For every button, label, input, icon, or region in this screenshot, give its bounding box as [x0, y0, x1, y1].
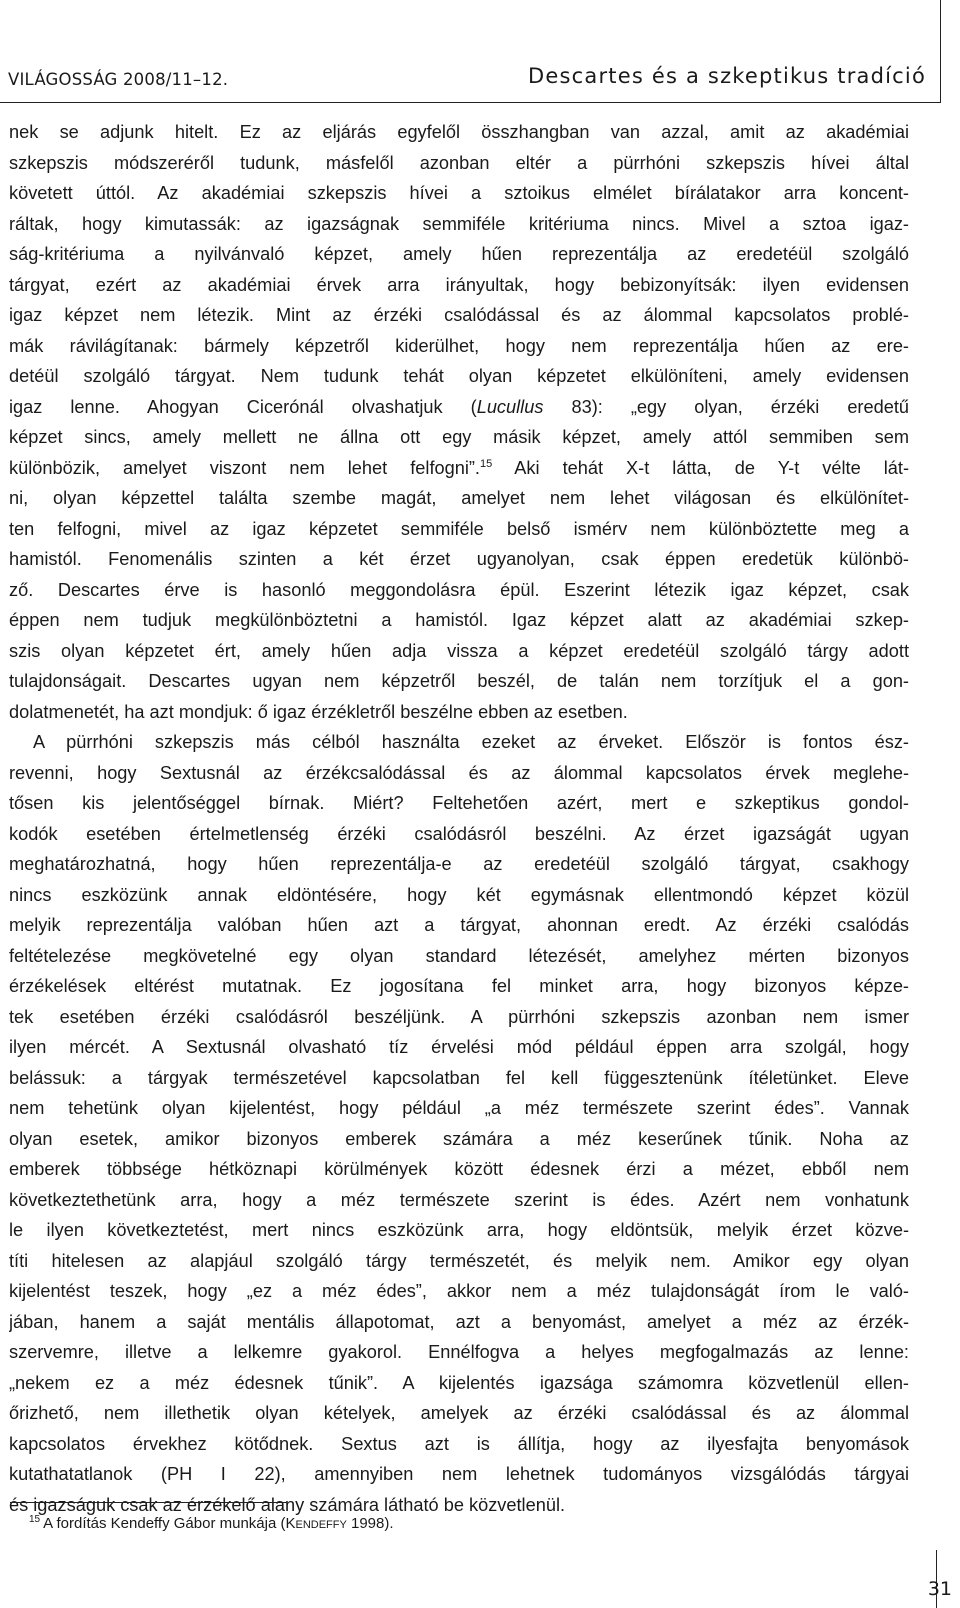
footnote-rule: [10, 1502, 287, 1503]
text-line: tek esetében érzéki csalódásról beszéljünk. A pürrhóni szkepszis azonban nem ismer: [9, 1006, 909, 1027]
text-line: szis olyan képzetet ért, amely hűen adja vissza a képzet eredetéül szolgáló tárgy adott: [9, 640, 909, 661]
text-line: következtethetünk arra, hogy a méz természete szerint is édes. Azért nem vonhatunk: [9, 1189, 909, 1210]
text-line: mák rávilágítanak: bármely képzetről kiderülhet, hogy nem reprezentálja hűen az ere-: [9, 335, 909, 356]
text-line: tárgyat, ezért az akadémiai érvek arra irányultak, hogy bebizonyítsák: ilyen evidensen: [9, 274, 909, 295]
text-line: érzékelések eltérést mutatnak. Ez jogosítana fel minket arra, hogy bizonyos képze-: [9, 976, 909, 996]
text-line: tulajdonságait. Descartes ugyan nem képzetről beszél, de talán nem torzítjuk el a gon-: [9, 671, 909, 691]
text-line: kapcsolatos érvekhez kötődnek. Sextus azt is állítja, hogy az ilyesfajta benyomások: [9, 1433, 909, 1454]
footnote-reference[interactable]: 15: [480, 457, 493, 470]
text-line: meghatározhatná, hogy hűen reprezentálja-e az eredetéül szolgáló tárgyat, csakhogy: [9, 854, 909, 874]
text-line: ráltak, hogy kimutassák: az igazságnak semmiféle kritériuma nincs. Mivel a sztoa igaz-: [9, 213, 909, 234]
footnote-author: Kendeffy: [285, 1515, 347, 1532]
page-number: 31: [927, 1578, 952, 1600]
text-line: kijelentést teszek, hogy „ez a méz édes”, akkor nem a méz tulajdonságát írom le való-: [9, 1281, 909, 1301]
text-line: ság-kritériuma a nyilvánvaló képzet, amely hűen reprezentálja az eredetéül szolgáló: [9, 244, 909, 264]
text-segment: Aki tehát X-t látta, de Y-t vélte lát-: [492, 457, 909, 478]
text-line: jában, hanem a saját mentális állapotomat, azt a benyomást, amelyet a méz az érzék-: [9, 1311, 909, 1332]
body-text: [9, 117, 909, 1520]
footnote-text-after: 1998).: [346, 1515, 394, 1532]
text-segment: 83): „egy olyan, érzéki eredetű: [543, 396, 909, 417]
text-line: kutathatatlanok (PH I 22), amennyiben nem lehetnek tudományos vizsgálódás tárgyai: [9, 1464, 909, 1484]
text-line: [9, 392, 909, 423]
text-line: kodók esetében értelmetlenség érzéki csalódásról beszélni. Az érzet igazságát ugyan: [9, 823, 909, 844]
work-title: Lucullus: [476, 396, 544, 417]
text-line: nem tehetünk olyan kijelentést, hogy például „a méz természete szerint édes”. Vannak: [9, 1098, 909, 1118]
text-line: emberek többsége hétköznapi körülmények között édesnek érzi a mézet, ebből nem: [9, 1159, 909, 1179]
text-line: A pürrhóni szkepszis más célból használta ezeket az érveket. Először is fontos ész-: [33, 732, 909, 752]
text-line: hamistól. Fenomenális szinten a két érzet ugyanolyan, csak éppen eredetük különbö-: [9, 549, 909, 569]
text-segment: különbözik, amelyet viszont nem lehet felfogni”.: [9, 457, 480, 478]
text-line: és igazságuk csak az érzékelő alany számára látható be közvetlenül.: [9, 1494, 566, 1515]
article-title: Descartes és a szkeptikus tradíció: [528, 64, 926, 88]
text-line: szervemre, illetve a lelkemre gyakorol. Ennélfogva a helyes megfogalmazás az lenne:: [9, 1342, 909, 1362]
text-line: éppen nem tudjuk megkülönböztetni a hamistól. Igaz képzet alatt az akadémiai szkep-: [9, 610, 909, 630]
text-line: tősen kis jelentőséggel bírnak. Miért? Feltehetően azért, mert e szkeptikus gondol-: [9, 793, 909, 813]
text-line: nincs eszközünk annak eldöntésére, hogy két egymásnak ellentmondó képzet közül: [9, 884, 909, 905]
text-line: le ilyen következtetést, mert nincs eszközünk arra, hogy eldöntsük, melyik érzet közve-: [9, 1220, 909, 1240]
text-line: [9, 453, 909, 484]
footnote-text-before: A fordítás Kendeffy Gábor munkája (: [43, 1515, 286, 1532]
text-line: ző. Descartes érve is hasonló meggondolásra épül. Eszerint létezik igaz képzet, csak: [9, 579, 909, 600]
text-line: igaz képzet nem létezik. Mint az érzéki csalódással és az álommal kapcsolatos problé-: [9, 305, 909, 325]
text-line: títi hitelesen az alapjául szolgáló tárgy természetét, és melyik nem. Amikor egy olyan: [9, 1250, 909, 1271]
text-line: olyan esetek, amikor bizonyos emberek számára a méz keserűnek tűnik. Noha az: [9, 1128, 909, 1149]
text-line: nek se adjunk hitelt. Ez az eljárás egyfelől összhangban van azzal, amit az akadémiai: [9, 122, 909, 142]
header-rule: [0, 102, 941, 103]
text-line: revenni, hogy Sextusnál az érzékcsalódással és az álommal kapcsolatos érvek meglehe-: [9, 762, 909, 783]
header-corner-rule: [940, 0, 941, 103]
text-line: belássuk: a tárgyak természetével kapcsolatban fel kell függesztenünk ítéletünket. Eleve: [9, 1067, 909, 1088]
text-line: követett úttól. Az akadémiai szkepszis hívei a sztoikus elmélet bírálatakor arra koncent-: [9, 183, 909, 203]
text-line: őrizhető, nem illethetik olyan kételyek, amelyek az érzéki csalódással és az álommal: [9, 1403, 909, 1423]
text-line: „nekem ez a méz édesnek tűnik”. A kijelentés igazsága számomra közvetlenül ellen-: [9, 1372, 909, 1393]
text-line: ilyen mércét. A Sextusnál olvasható tíz érvelési mód például éppen arra szolgál, hogy: [9, 1037, 909, 1057]
text-line: dolatmenetét, ha azt mondjuk: ő igaz érzékletről beszélne ebben az esetben.: [9, 701, 628, 722]
footnote: [29, 1514, 394, 1534]
text-line: szkepszis módszeréről tudunk, másfelől azonban eltér a pürrhóni szkepszis hívei által: [9, 152, 909, 173]
text-line: detéül szolgáló tárgyat. Nem tudunk tehát olyan képzetet elkülöníteni, amely evidensen: [9, 366, 909, 386]
text-line: feltételezése megkövetelné egy olyan standard létezését, amelyhez mérten bizonyos: [9, 945, 909, 966]
running-head: [0, 0, 960, 104]
text-segment: igaz lenne. Ahogyan Cicerónál olvashatjuk (: [9, 396, 477, 417]
text-line: melyik reprezentálja valóban hűen azt a tárgyat, ahonnan eredt. Az érzéki csalódás: [9, 915, 909, 935]
text-line: képzet sincs, amely mellett ne állna ott egy másik képzet, amely attól semmiben sem: [9, 427, 909, 447]
footnote-number: 15: [29, 1514, 41, 1525]
journal-issue: VILÁGOSSÁG 2008/11–12.: [8, 70, 229, 89]
text-line: ni, olyan képzettel találta szembe magát, amelyet nem lehet világosan és elkülönítet-: [9, 488, 909, 508]
text-line: ten felfogni, mivel az igaz képzetet semmiféle belső ismérv nem különböztette meg a: [9, 518, 909, 539]
